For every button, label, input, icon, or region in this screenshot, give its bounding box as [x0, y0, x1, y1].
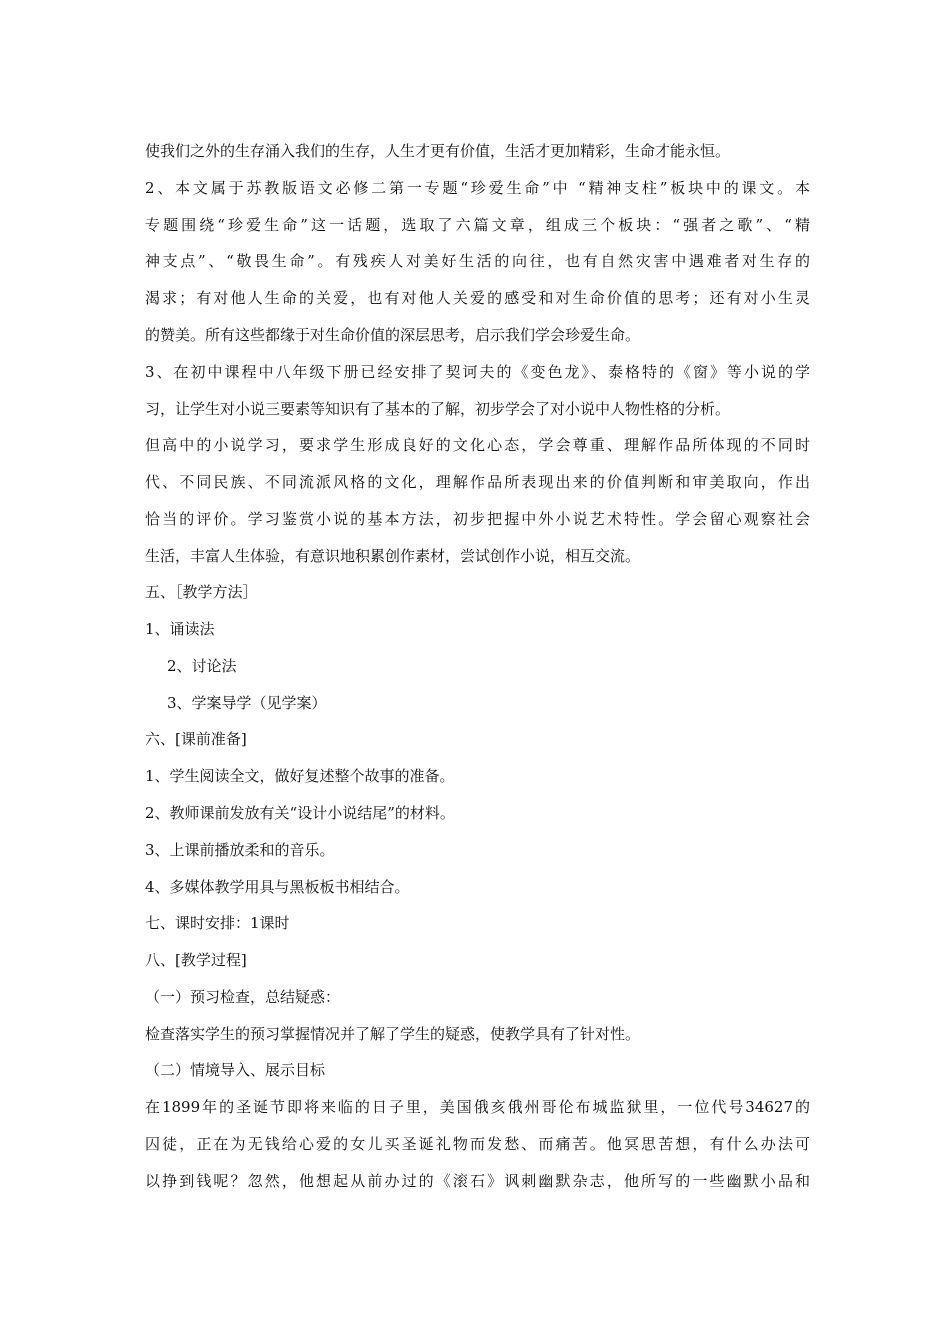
- paragraph-line: 代、不同民族、不同流派风格的文化，理解作品所表现出来的价值判断和审美取向，作出: [145, 473, 810, 491]
- paragraph-line: 渴求；有对他人生命的关爱，也有对他人关爱的感受和对生命价值的思考；还有对小生灵: [145, 289, 810, 307]
- paragraph-line: 生活，丰富人生体验，有意识地积累创作素材，尝试创作小说，相互交流。: [145, 547, 641, 565]
- paragraph-line: 在1899年的圣诞节即将来临的日子里，美国俄亥俄州哥伦布城监狱里，一位代号34627的: [145, 1098, 810, 1116]
- paragraph-line: 习，让学生对小说三要素等知识有了基本的了解，初步学会了对小说中人物性格的分析。: [145, 400, 731, 418]
- paragraph-line: 2、本文属于苏教版语文必修二第一专题“珍爱生命”中 “精神支柱”板块中的课文。本: [145, 179, 810, 197]
- list-item: 3、学案导学（见学案）: [167, 694, 327, 712]
- list-item: 4、多媒体教学用具与黑板板书相结合。: [145, 878, 410, 896]
- list-item: 3、上课前播放柔和的音乐。: [145, 841, 335, 859]
- list-item: 2、讨论法: [167, 657, 237, 675]
- paragraph-line: 3、在初中课程中八年级下册已经安排了契诃夫的《变色龙》、泰格特的《窗》等小说的学: [145, 363, 810, 381]
- paragraph-line: 以挣到钱呢？忽然，他想起从前办过的《滚石》讽刺幽默杂志，他所写的一些幽默小品和: [145, 1172, 810, 1190]
- subsection-heading: （二）情境导入、展示目标: [145, 1061, 326, 1079]
- paragraph-line: 检查落实学生的预习掌握情况并了解了学生的疑惑，使教学具有了针对性。: [145, 1025, 641, 1043]
- section-heading: 五、［教学方法］: [145, 583, 258, 601]
- paragraph-line: 的赞美。所有这些都缘于对生命价值的深层思考，启示我们学会珍爱生命。: [145, 326, 641, 344]
- list-item: 1、学生阅读全文，做好复述整个故事的准备。: [145, 767, 455, 785]
- subsection-heading: （一）预习检查，总结疑惑：: [145, 988, 341, 1006]
- list-item: 2、教师课前发放有关“设计小说结尾”的材料。: [145, 804, 455, 822]
- paragraph-line: 恰当的评价。学习鉴赏小说的基本方法，初步把握中外小说艺术特性。学会留心观察社会: [145, 510, 810, 528]
- paragraph-line: 神支点”、“敬畏生命”。有残疾人对美好生活的向往，也有自然灾害中遇难者对生存的: [145, 252, 810, 270]
- section-heading: 七、课时安排：1课时: [145, 914, 290, 932]
- section-heading: 八、[教学过程]: [145, 951, 247, 969]
- paragraph-line: 但高中的小说学习，要求学生形成良好的文化心态，学会尊重、理解作品所体现的不同时: [145, 436, 810, 454]
- list-item: 1、诵读法: [145, 620, 215, 638]
- paragraph-line: 使我们之外的生存涌入我们的生存，人生才更有价值，生活才更加精彩，生命才能永恒。: [145, 142, 731, 160]
- section-heading: 六、[课前准备]: [145, 730, 247, 748]
- paragraph-line: 囚徒，正在为无钱给心爱的女儿买圣诞礼物而发愁、而痛苦。他冥思苦想，有什么办法可: [145, 1135, 810, 1153]
- paragraph-line: 专题围绕“珍爱生命”这一话题，选取了六篇文章，组成三个板块：“强者之歌”、“精: [145, 216, 810, 234]
